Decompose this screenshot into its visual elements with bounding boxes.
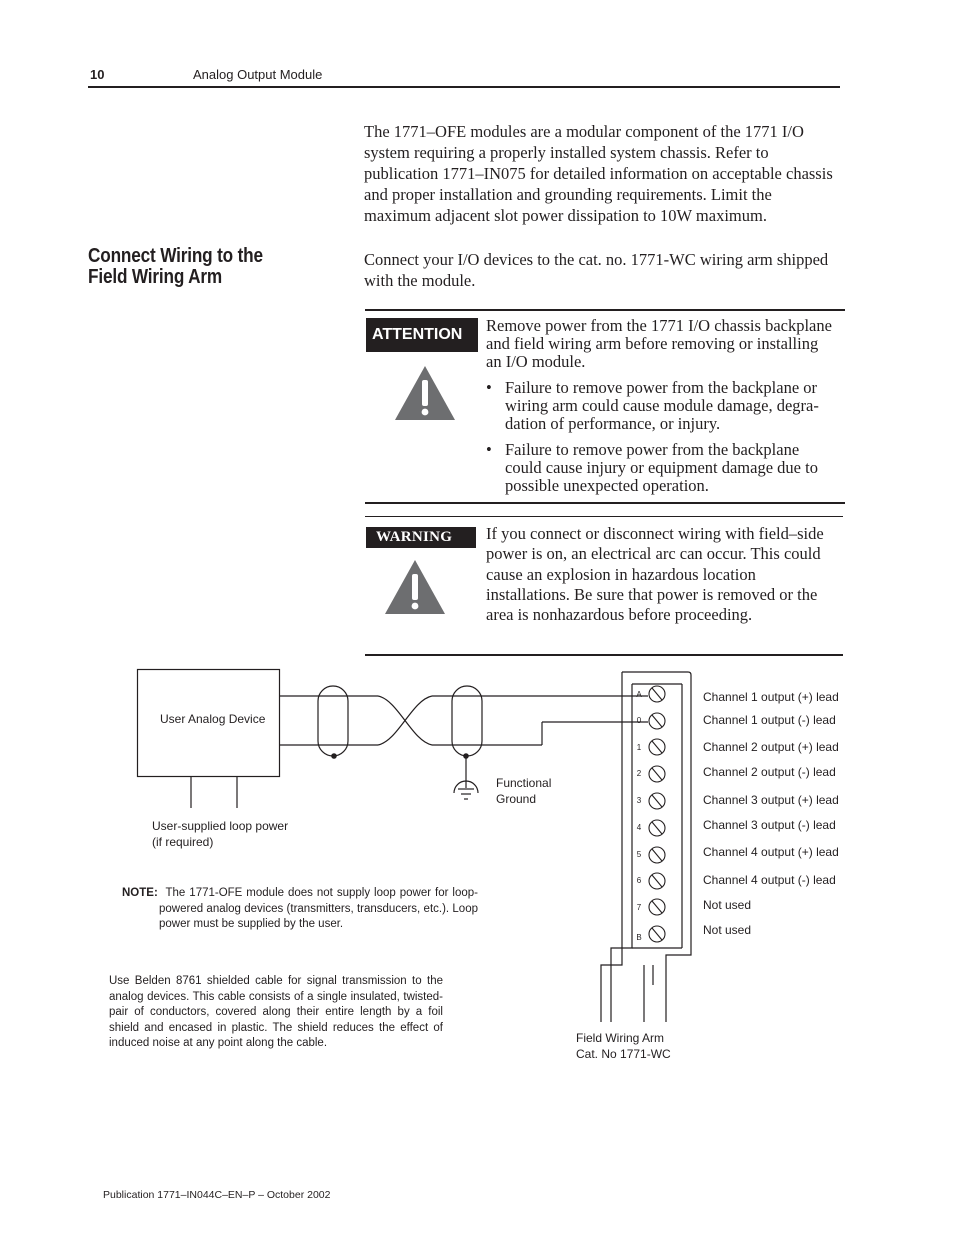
note-paragraph [122,886,478,933]
functional-ground-line1: Functional [496,776,552,790]
warning-badge: WARNING [366,527,476,548]
attention-badge: ATTENTION [366,318,478,352]
terminal-id: 1 [636,743,642,752]
note-body: The 1771-OFE module does not supply loop power for loop-powered analog devices (transmitters, transducers, etc.). Loop power must be supplied by the user. [159,887,478,930]
user-analog-device-label: User Analog Device [160,712,266,726]
terminal-id: 0 [636,716,642,725]
section-paragraph: Connect your I/O devices to the cat. no. 1771-WC wiring arm shipped with the module. [364,250,829,290]
field-wiring-arm-line2: Cat. No 1771-WC [576,1047,671,1061]
footer-publication: Publication 1771–IN044C–EN–P – October 2002 [103,1189,331,1201]
terminal-id: 4 [636,823,642,832]
warning-bottom-rule [365,654,843,656]
attention-bottom-rule [365,502,845,504]
attention-lead: Remove power from the 1771 I/O chassis backplane and field wiring arm before removing or installing an I/O module. [486,316,832,371]
bullet-symbol: • [486,378,492,397]
attention-bullet-text: Failure to remove power from the backplane or wiring arm could cause module damage, degra-dation of performance, or injury. [505,378,819,433]
field-wiring-arm-line1: Field Wiring Arm [576,1031,665,1045]
channel-label: Not used [703,923,752,937]
attention-bullet-text: Failure to remove power from the backplane could cause injury or equipment damage due to possible unexpected operation. [505,440,818,495]
terminal-id: 5 [636,850,642,859]
field-wiring-arm-label [576,1030,671,1062]
functional-ground-label [496,775,551,807]
page-number: 10 [90,67,105,82]
channel-label: Channel 4 output (-) lead [703,873,836,887]
channel-label: Channel 3 output (-) lead [703,818,836,832]
attention-top-rule [365,309,845,311]
warning-top-rule [365,516,843,517]
field-wiring-arm [601,672,691,1022]
terminal-id: 3 [636,796,642,805]
intro-paragraph: The 1771–OFE modules are a modular component of the 1771 I/O system requiring a properly installed system chassis. Refer to publication 1771–IN075 for detailed information on acceptable chassis and proper installation and grounding requirements. Limit the maximum adjacent slot power dissipation to 10W maximum. [364,122,833,225]
terminal-id: 2 [636,769,642,778]
header-rule [88,86,840,88]
loop-power-label [152,818,288,850]
loop-power-line1: User-supplied loop power [152,819,289,833]
attention-bullet [486,441,836,495]
running-header-title: Analog Output Module [193,67,323,82]
loop-power-line2: (if required) [152,835,214,849]
terminal-id: 7 [636,903,642,912]
channel-label: Channel 1 output (-) lead [703,713,836,727]
section-heading [88,246,286,288]
channel-label: Channel 1 output (+) lead [703,690,839,704]
note-head: NOTE: [122,887,158,899]
attention-text [486,317,836,495]
terminal-id: A [636,690,642,699]
functional-ground-line2: Ground [496,792,537,806]
terminal-id: B [636,933,642,942]
channel-label: Channel 4 output (+) lead [703,845,839,859]
channel-label: Not used [703,898,752,912]
terminal-id: 6 [636,876,642,885]
section-heading-line1: Connect Wiring to the [88,245,263,267]
attention-bullet [486,379,836,433]
attention-warning-icon [393,364,457,422]
channel-label: Channel 2 output (-) lead [703,765,836,779]
bullet-symbol: • [486,440,492,459]
note [122,886,478,933]
section-heading-line2: Field Wiring Arm [88,266,223,288]
cable-paragraph: Use Belden 8761 shielded cable for signal transmission to the analog devices. This cable consists of a single insulated, twisted-pair of conductors, covered along their entire length by a foil shield and encased in plastic. The shield reduces the effect of induced noise at any point along the cable. [109,975,443,1049]
channel-label: Channel 2 output (+) lead [703,740,839,754]
channel-label: Channel 3 output (+) lead [703,793,839,807]
warning-text: If you connect or disconnect wiring with field–side power is on, an electrical arc can occur. This could cause an explosion in hazardous location installations. Be sure that power is removed or the area is nonhazardous before proceeding. [486,524,824,625]
warning-icon [383,558,447,616]
